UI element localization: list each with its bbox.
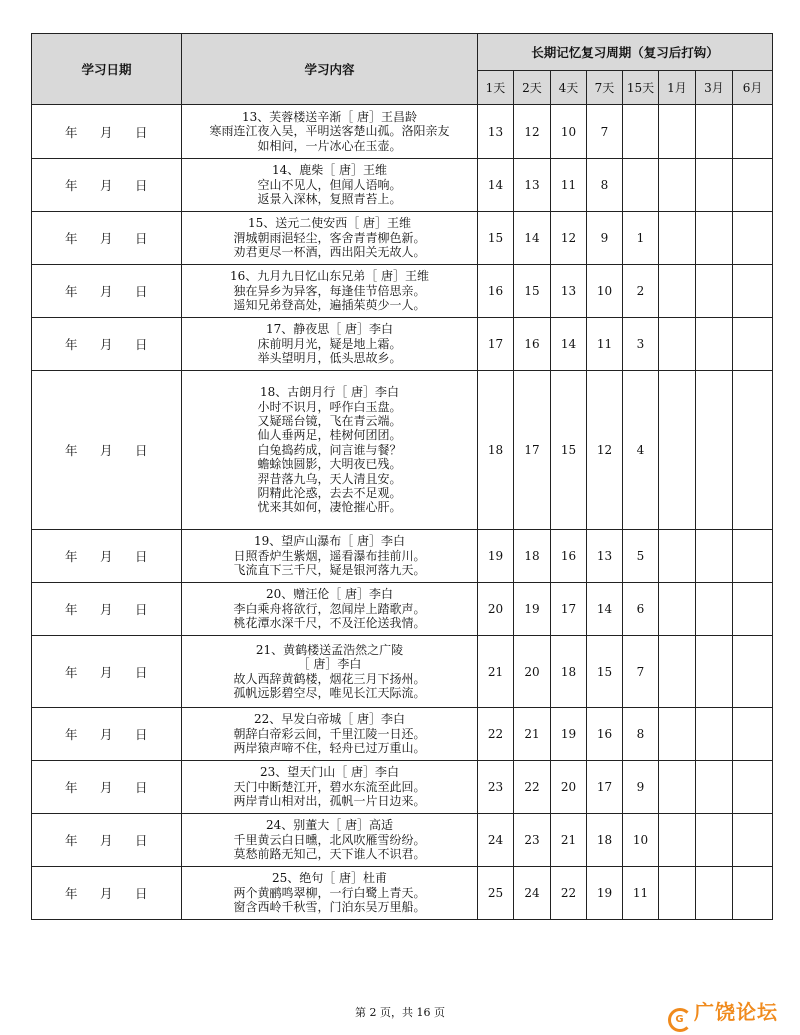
table-row [32,105,773,159]
review-check-cell[interactable] [623,105,659,159]
review-check-cell[interactable]: 23 [478,761,514,814]
header-study-content: 学习内容 [182,34,478,105]
review-schedule-table [31,33,773,920]
date-month-label: 月 [99,284,113,299]
review-check-cell[interactable] [659,371,696,530]
date-day-label: 日 [135,664,149,680]
study-date-cell[interactable] [32,265,182,318]
review-check-cell[interactable]: 14 [514,212,551,265]
review-check-cell[interactable] [659,265,696,318]
poem-line: 仙人垂两足，桂树何团团。 [257,428,402,443]
poem-line: 阴精此沦惑，去去不足观。 [257,486,402,501]
review-check-cell[interactable]: 18 [514,530,551,583]
review-check-cell[interactable]: 7 [623,636,659,708]
review-check-cell[interactable]: 15 [551,371,587,530]
review-check-cell[interactable]: 20 [478,583,514,636]
review-check-cell[interactable] [733,867,773,920]
review-check-cell[interactable] [696,867,733,920]
poem-content-cell [182,265,478,318]
poem-title: 25、绝句［ 唐］杜甫 [271,871,388,886]
header-day-4: 15天 [623,71,659,105]
review-check-cell[interactable] [696,530,733,583]
review-check-cell[interactable] [659,636,696,708]
poem-line: 两个黄鹂鸣翠柳，一行白鹭上青天。 [233,885,426,900]
date-year-label: 年 [64,727,78,742]
date-month-label: 月 [99,549,113,564]
header-day-6: 3月 [696,71,733,105]
poem-line: 天门中断楚江开，碧水东流至此回。 [233,779,426,794]
poem-line: 李白乘舟将欲行，忽闻岸上踏歌声。 [233,601,426,616]
review-check-cell[interactable] [623,159,659,212]
poem-line: 白兔捣药成，问言谁与餐？ [257,442,402,457]
study-date-cell[interactable] [32,814,182,867]
date-month-label: 月 [99,833,113,848]
date-month-label: 月 [99,727,113,742]
review-check-cell[interactable]: 3 [623,318,659,371]
review-check-cell[interactable]: 15 [587,636,623,708]
review-check-cell[interactable] [733,530,773,583]
table-row [32,159,773,212]
review-check-cell[interactable] [659,318,696,371]
poem-title: 14、鹿柴［ 唐］王维 [271,163,388,178]
review-check-cell[interactable]: 13 [514,159,551,212]
date-month-label: 月 [99,602,113,617]
review-check-cell[interactable] [696,814,733,867]
date-year-label: 年 [64,337,78,352]
review-check-cell[interactable]: 17 [587,761,623,814]
date-month-label: 月 [99,886,113,901]
date-month-label: 月 [99,337,113,352]
review-check-cell[interactable]: 10 [551,105,587,159]
review-check-cell[interactable]: 14 [587,583,623,636]
review-check-cell[interactable]: 22 [551,867,587,920]
date-day-label: 日 [135,833,149,848]
poem-line: 故人西辞黄鹤楼，烟花三月下扬州。 [233,671,426,686]
review-check-cell[interactable]: 21 [551,814,587,867]
review-check-cell[interactable]: 10 [587,265,623,318]
poem-line: 渭城朝雨浥轻尘，客舍青青柳色新。 [233,230,426,245]
poem-line: 劝君更尽一杯酒，西出阳关无故人。 [233,245,426,260]
review-check-cell[interactable] [696,318,733,371]
date-year-label: 年 [64,886,78,901]
table-row [32,867,773,920]
date-day-label: 日 [135,549,149,564]
date-month-label: 月 [99,780,113,795]
review-check-cell[interactable]: 11 [623,867,659,920]
poem-line: 窗含西岭千秋雪，门泊东吴万里船。 [233,900,426,915]
table-row [32,583,773,636]
poem-title: 21、黄鹤楼送孟浩然之广陵 [255,642,404,657]
review-check-cell[interactable]: 10 [623,814,659,867]
study-date-cell[interactable] [32,867,182,920]
date-day-label: 日 [135,337,149,352]
review-check-cell[interactable] [733,318,773,371]
poem-title: 15、送元二使安西［ 唐］王维 [247,216,412,231]
poem-line: 床前明月光，疑是地上霜。 [257,336,402,351]
review-check-cell[interactable]: 4 [623,371,659,530]
poem-title: 22、早发白帝城［ 唐］李白 [253,712,406,727]
date-year-label: 年 [64,664,78,680]
table-row [32,761,773,814]
review-check-cell[interactable]: 22 [514,761,551,814]
poem-title: 18、古朗月行［ 唐］李白 [259,385,400,400]
date-year-label: 年 [64,284,78,299]
table-row [32,814,773,867]
poem-line: 蟾蜍蚀圆影，大明夜已残。 [257,457,402,472]
review-check-cell[interactable] [733,371,773,530]
review-check-cell[interactable]: 19 [587,867,623,920]
study-date-cell[interactable] [32,583,182,636]
review-check-cell[interactable]: 12 [587,371,623,530]
review-check-cell[interactable] [733,708,773,761]
date-month-label: 月 [99,664,113,680]
review-check-cell[interactable]: 21 [514,708,551,761]
review-check-cell[interactable] [696,708,733,761]
poem-line: 日照香炉生紫烟，遥看瀑布挂前川。 [233,548,426,563]
header-day-7: 6月 [733,71,773,105]
date-year-label: 年 [64,833,78,848]
review-check-cell[interactable]: 19 [514,583,551,636]
review-check-cell[interactable]: 5 [623,530,659,583]
review-check-cell[interactable]: 17 [551,583,587,636]
header-day-1: 2天 [514,71,551,105]
review-check-cell[interactable] [733,636,773,708]
poem-content-cell [182,318,478,371]
poem-content-cell [182,761,478,814]
date-year-label: 年 [64,178,78,193]
poem-line: 独在异乡为异客，每逢佳节倍思亲。 [233,283,426,298]
date-year-label: 年 [64,549,78,564]
review-check-cell[interactable]: 6 [623,583,659,636]
date-day-label: 日 [135,284,149,299]
review-check-cell[interactable]: 17 [514,371,551,530]
review-check-cell[interactable] [733,159,773,212]
date-day-label: 日 [135,727,149,742]
date-day-label: 日 [135,231,149,246]
poem-title: 17、静夜思［ 唐］李白 [265,322,394,337]
poem-line: 忧来其如何，凄怆摧心肝。 [257,500,402,515]
review-check-cell[interactable]: 13 [551,265,587,318]
study-date-cell[interactable] [32,530,182,583]
review-check-cell[interactable]: 11 [587,318,623,371]
table-row [32,708,773,761]
review-check-cell[interactable]: 22 [478,708,514,761]
poem-content-cell [182,105,478,159]
poem-content-cell [182,159,478,212]
review-check-cell[interactable] [733,212,773,265]
review-check-cell[interactable]: 13 [478,105,514,159]
date-year-label: 年 [64,443,78,458]
study-date-cell[interactable] [32,159,182,212]
header-day-3: 7天 [587,71,623,105]
review-check-cell[interactable]: 16 [514,318,551,371]
review-check-cell[interactable] [659,105,696,159]
table-row [32,318,773,371]
review-check-cell[interactable]: 16 [587,708,623,761]
poem-title: 24、别董大［ 唐］高适 [265,818,394,833]
review-check-cell[interactable]: 12 [514,105,551,159]
poem-content-cell [182,212,478,265]
date-day-label: 日 [135,124,149,140]
date-day-label: 日 [135,780,149,795]
review-check-cell[interactable]: 12 [551,212,587,265]
study-date-cell[interactable] [32,636,182,708]
review-check-cell[interactable]: 19 [551,708,587,761]
review-check-cell[interactable] [733,105,773,159]
table-row [32,212,773,265]
study-date-cell[interactable] [32,708,182,761]
date-year-label: 年 [64,231,78,246]
review-check-cell[interactable]: 18 [587,814,623,867]
date-day-label: 日 [135,178,149,193]
review-check-cell[interactable]: 15 [478,212,514,265]
review-check-cell[interactable] [696,265,733,318]
review-check-cell[interactable]: 20 [514,636,551,708]
poem-line: 两岸猿声啼不住，轻舟已过万重山。 [233,741,426,756]
review-check-cell[interactable]: 21 [478,636,514,708]
review-check-cell[interactable]: 14 [478,159,514,212]
review-check-cell[interactable] [696,371,733,530]
table-row [32,636,773,708]
poem-content-cell [182,371,478,530]
review-check-cell[interactable]: 13 [587,530,623,583]
poem-line: 羿昔落九乌，天人清且安。 [257,471,402,486]
date-month-label: 月 [99,178,113,193]
study-date-cell[interactable] [32,761,182,814]
review-check-cell[interactable] [733,583,773,636]
header-day-5: 1月 [659,71,696,105]
date-day-label: 日 [135,886,149,901]
date-day-label: 日 [135,602,149,617]
poem-line: 两岸青山相对出，孤帆一片日边来。 [233,794,426,809]
date-year-label: 年 [64,602,78,617]
review-check-cell[interactable]: 2 [623,265,659,318]
table-row [32,530,773,583]
review-check-cell[interactable]: 16 [551,530,587,583]
review-check-cell[interactable]: 17 [478,318,514,371]
review-check-cell[interactable]: 16 [478,265,514,318]
poem-line: 如相问，一片冰心在玉壶。 [257,138,402,153]
review-check-cell[interactable] [659,867,696,920]
poem-line: 千里黄云白日曛，北风吹雁雪纷纷。 [233,832,426,847]
poem-line: 孤帆远影碧空尽，唯见长江天际流。 [233,685,426,700]
review-check-cell[interactable] [659,530,696,583]
poem-line: 莫愁前路无知己，天下谁人不识君。 [233,847,426,862]
review-check-cell[interactable]: 18 [478,371,514,530]
review-check-cell[interactable]: 23 [514,814,551,867]
poem-line: 空山不见人，但闻人语响。 [257,177,402,192]
page-number: 第 2 页，共 16 页 [355,1006,445,1019]
header-day-2: 4天 [551,71,587,105]
review-check-cell[interactable]: 18 [551,636,587,708]
review-check-cell[interactable] [659,708,696,761]
review-check-cell[interactable] [696,105,733,159]
review-check-cell[interactable] [696,636,733,708]
review-check-cell[interactable]: 1 [623,212,659,265]
poem-line: 举头望明月，低头思故乡。 [257,351,402,366]
review-check-cell[interactable] [659,212,696,265]
review-check-cell[interactable]: 15 [514,265,551,318]
poem-content-cell [182,814,478,867]
poem-content-cell [182,636,478,708]
poem-title: 20、赠汪伦［ 唐］李白 [265,587,394,602]
study-date-cell[interactable] [32,371,182,530]
review-check-cell[interactable]: 9 [587,212,623,265]
poem-title: 19、望庐山瀑布［ 唐］李白 [253,534,406,549]
poem-line: 朝辞白帝彩云间，千里江陵一日还。 [233,726,426,741]
review-check-cell[interactable]: 8 [587,159,623,212]
review-check-cell[interactable] [696,761,733,814]
header-review-cycle: 长期记忆复习周期（复习后打钩） [478,34,773,71]
review-check-cell[interactable] [659,159,696,212]
review-check-cell[interactable] [696,159,733,212]
table-row [32,371,773,530]
poem-line: 桃花潭水深千尺，不及汪伦送我情。 [233,616,426,631]
logo-g-icon: G [668,1008,692,1032]
poem-title: 16、九月九日忆山东兄弟［ 唐］王维 [229,269,430,284]
poem-line: ［ 唐］李白 [297,657,362,672]
poem-content-cell [182,583,478,636]
review-check-cell[interactable]: 14 [551,318,587,371]
review-check-cell[interactable] [696,212,733,265]
poem-line: 小时不识月，呼作白玉盘。 [257,399,402,414]
review-check-cell[interactable]: 19 [478,530,514,583]
review-check-cell[interactable]: 24 [478,814,514,867]
poem-title: 13、芙蓉楼送辛渐［ 唐］王昌龄 [241,109,418,124]
review-check-cell[interactable]: 20 [551,761,587,814]
review-check-cell[interactable] [659,583,696,636]
site-logo [668,996,778,1032]
review-check-cell[interactable] [733,761,773,814]
review-check-cell[interactable]: 7 [587,105,623,159]
date-year-label: 年 [64,780,78,795]
date-month-label: 月 [99,231,113,246]
study-date-cell[interactable] [32,318,182,371]
date-month-label: 月 [99,443,113,458]
review-check-cell[interactable] [659,814,696,867]
review-check-cell[interactable] [696,583,733,636]
poem-line: 返景入深林，复照青苔上。 [257,192,402,207]
poem-line: 又疑瑶台镜，飞在青云端。 [257,413,402,428]
review-check-cell[interactable]: 25 [478,867,514,920]
poem-content-cell [182,867,478,920]
table-row [32,265,773,318]
review-check-cell[interactable] [733,814,773,867]
study-date-cell[interactable] [32,212,182,265]
study-date-cell[interactable] [32,105,182,159]
header-study-date: 学习日期 [32,34,182,105]
poem-line: 飞流直下三千尺，疑是银河落九天。 [233,563,426,578]
date-year-label: 年 [64,124,78,140]
date-month-label: 月 [99,124,113,140]
review-check-cell[interactable]: 8 [623,708,659,761]
header-day-0: 1天 [478,71,514,105]
poem-content-cell [182,708,478,761]
review-check-cell[interactable] [733,265,773,318]
logo-text: 广饶论坛 [694,1000,778,1024]
review-check-cell[interactable] [659,761,696,814]
review-check-cell[interactable]: 24 [514,867,551,920]
date-day-label: 日 [135,443,149,458]
poem-title: 23、望天门山［ 唐］李白 [259,765,400,780]
poem-line: 寒雨连江夜入吴，平明送客楚山孤。洛阳亲友 [209,124,450,139]
poem-content-cell [182,530,478,583]
review-check-cell[interactable]: 11 [551,159,587,212]
review-check-cell[interactable]: 9 [623,761,659,814]
poem-line: 遥知兄弟登高处，遍插茱萸少一人。 [233,298,426,313]
